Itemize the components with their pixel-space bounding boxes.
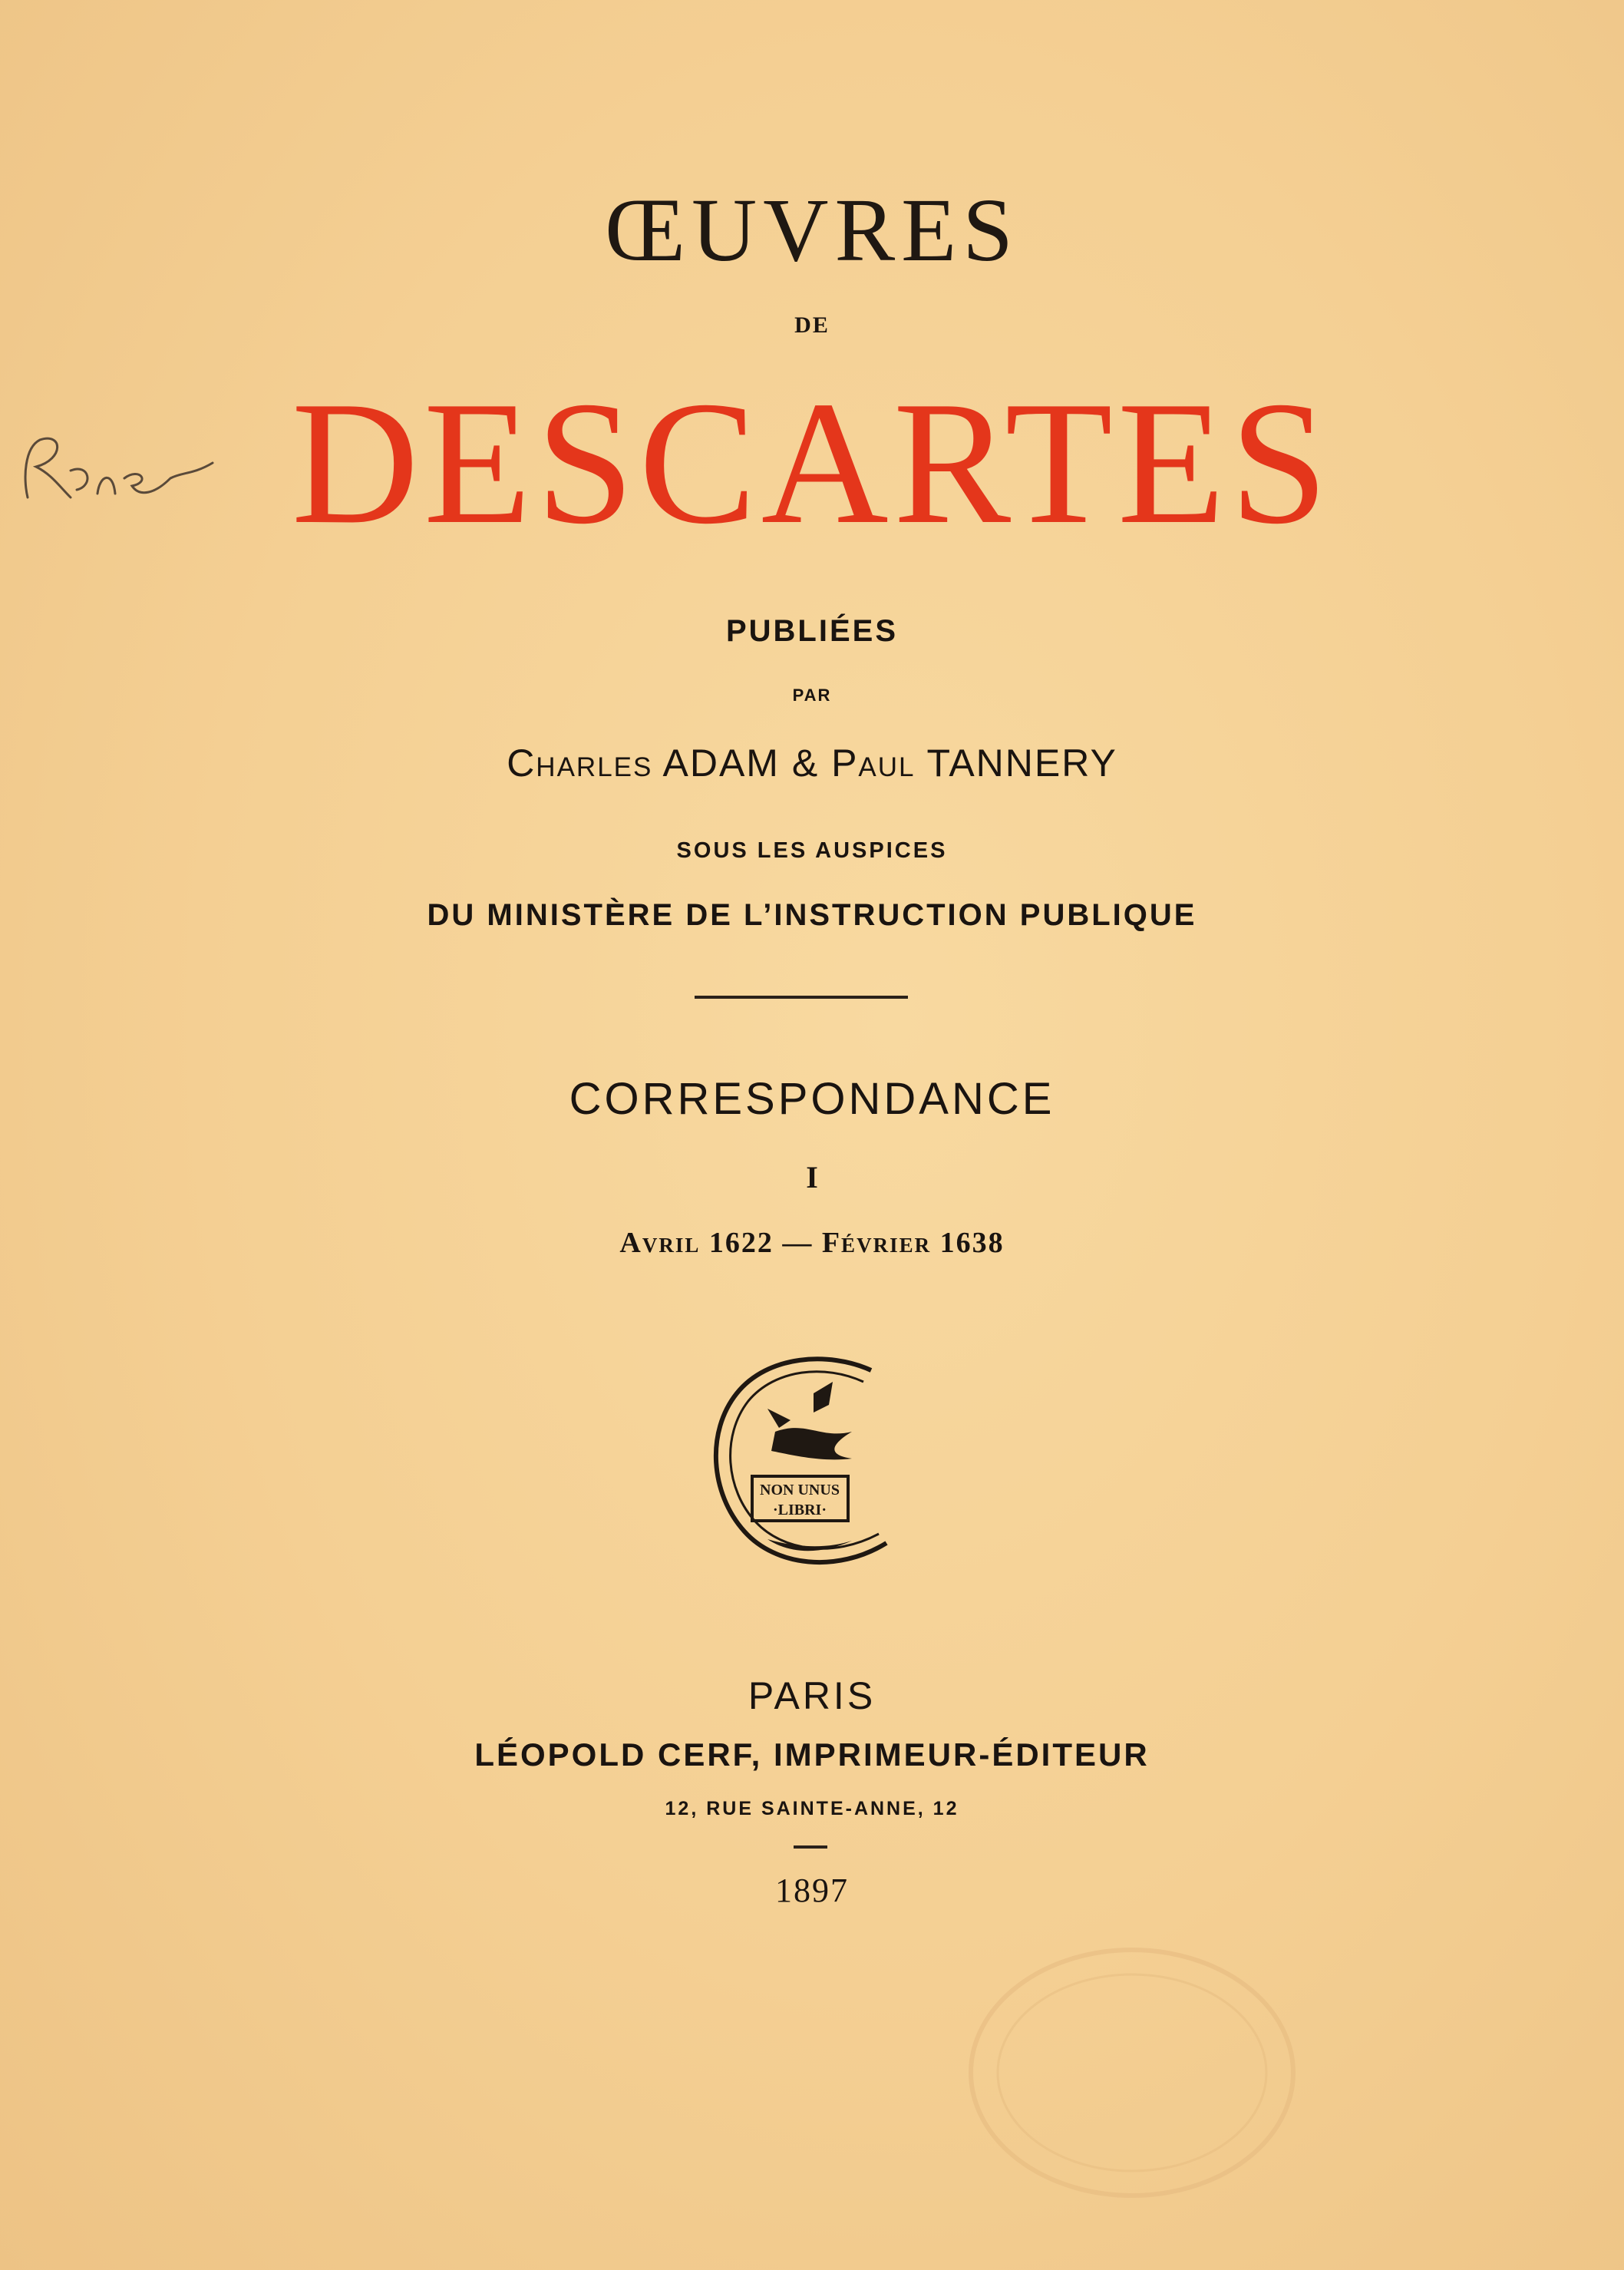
volume-number: I xyxy=(806,1160,818,1194)
author-name: DESCARTES xyxy=(291,365,1333,560)
section-title: CORRESPONDANCE xyxy=(569,1074,1055,1124)
imprint-publisher: LÉOPOLD CERF, IMPRIMEUR-ÉDITEUR xyxy=(474,1736,1150,1773)
auspices-label: SOUS LES AUSPICES xyxy=(676,838,948,863)
ministry-line: DU MINISTÈRE DE L’INSTRUCTION PUBLIQUE xyxy=(427,898,1197,932)
publication-year: 1897 xyxy=(775,1872,849,1909)
imprint-address: 12, RUE SAINTE-ANNE, 12 xyxy=(665,1798,959,1819)
short-rule xyxy=(794,1845,827,1849)
by-label: PAR xyxy=(792,686,832,705)
faded-library-stamp-icon xyxy=(956,1935,1309,2211)
work-title: ŒUVRES xyxy=(605,180,1019,280)
publisher-emblem-icon xyxy=(698,1347,917,1578)
divider-rule xyxy=(695,996,908,999)
title-connector: DE xyxy=(794,312,830,338)
published-label: PUBLIÉES xyxy=(725,614,899,648)
emblem-motto-line2: ·LIBRI· xyxy=(772,1502,827,1518)
emblem-motto-line1: NON UNUS xyxy=(760,1482,840,1498)
handwritten-annotation xyxy=(17,425,224,509)
editors: Charles ADAM & Paul TANNERY xyxy=(507,742,1117,785)
imprint-city: PARIS xyxy=(748,1674,876,1717)
date-range: Avril 1622 — Février 1638 xyxy=(619,1227,1005,1259)
